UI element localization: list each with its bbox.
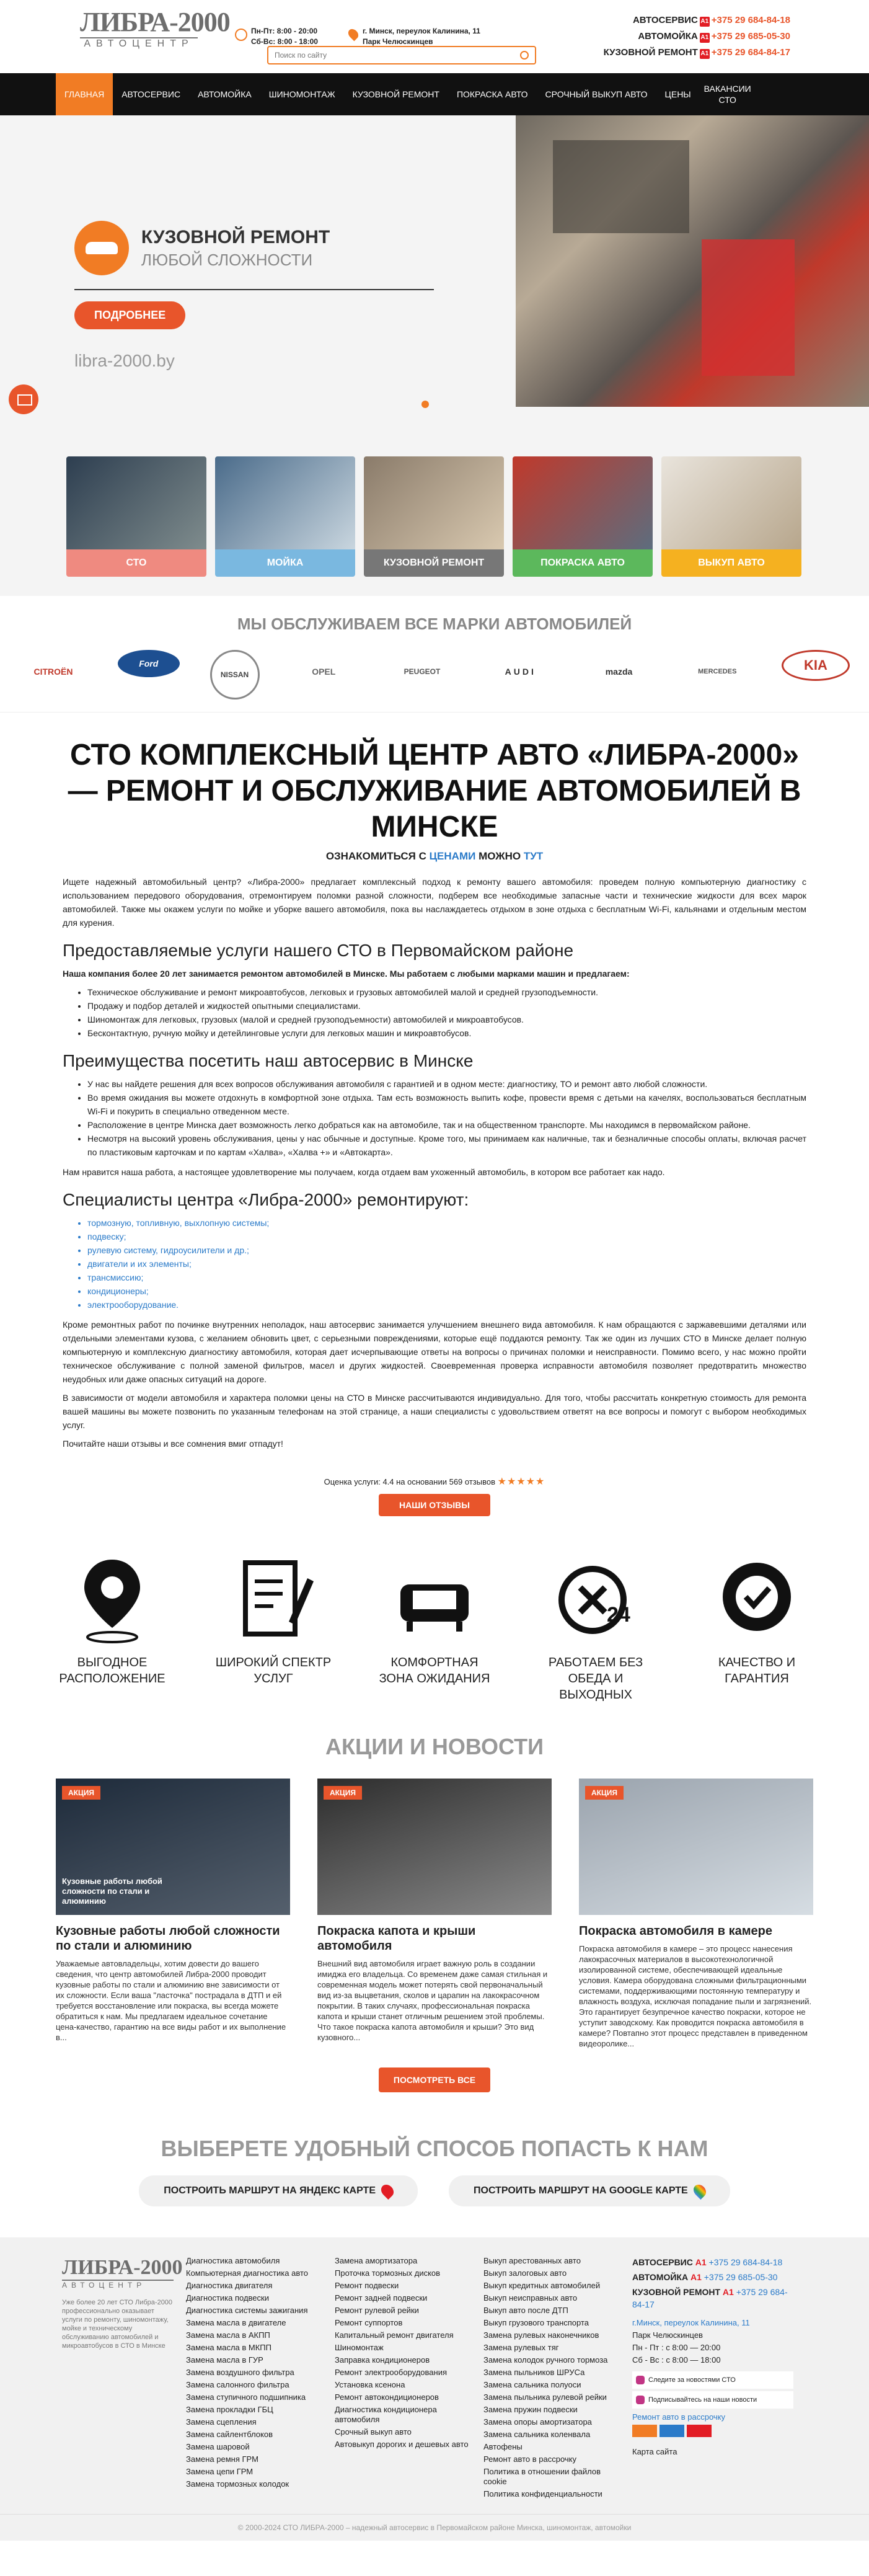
address <box>346 26 489 47</box>
services-lead: Наша компания более 20 лет занимается ремонтом автомобилей в Минске. Мы работаем с любыми марками машин и предлагаем: <box>63 969 630 979</box>
footer-link[interactable]: Политика конфиденциальности <box>483 2489 602 2498</box>
nav-vacancies[interactable]: ВАКАНСИИ СТО <box>704 84 751 105</box>
working-hours <box>235 26 346 47</box>
sitemap-link[interactable]: Карта сайта <box>632 2447 677 2456</box>
phone-number[interactable]: +375 29 685-05-30 <box>704 2272 778 2282</box>
main-nav <box>0 73 869 115</box>
copyright: © 2000-2024 СТО ЛИБРА-2000 – надежный автосервис в Первомайском районе Минска, шиномонтаж, автомойки <box>0 2514 869 2541</box>
a1-icon: A1 <box>722 2287 734 2297</box>
tile-label: МОЙКА <box>215 549 355 577</box>
header <box>0 0 869 73</box>
tile-painting[interactable] <box>513 456 653 577</box>
repairs-list <box>87 1216 806 1312</box>
rating <box>63 1475 806 1488</box>
promo-badge: АКЦИЯ <box>324 1786 362 1800</box>
footer-link[interactable]: Замена цепи ГРМ <box>186 2467 254 2476</box>
list-item: • Техническое обслуживание и ремонт микроавтобусов, легковых и грузовых автомобилей малой и средней грузоподъемности. <box>87 985 806 999</box>
news-image[interactable] <box>579 1779 813 1915</box>
header-phones <box>604 12 790 61</box>
reviews-text: Почитайте наши отзывы и все сомнения вмиг отпадут! <box>63 1439 283 1449</box>
footer-link[interactable]: Замена тормозных колодок <box>186 2479 289 2489</box>
nav-carwash[interactable]: АВТОМОЙКА <box>198 89 252 99</box>
route-section <box>0 2136 869 2206</box>
news-card-text: Внешний вид автомобиля играет важную роль в создании имиджа его владельца. Со временем даже самая стильная и современная модель может потерять свой первоначальный вид из-за выцветания, сколов и царапин на лакокрасочном покрытии. В таких случаях, профессиональная покраска капота и крыши станет отличным решением этой проблемы. Что такое покраска капота автомобиля и крыши? Это вид кузовного... <box>317 1959 548 2042</box>
instagram-icon <box>636 2376 645 2384</box>
promo-badge: АКЦИЯ <box>62 1786 100 1800</box>
news-card[interactable] <box>317 1779 552 2049</box>
feature-quality <box>695 1553 819 1703</box>
nav-prices[interactable]: ЦЕНЫ <box>664 89 691 99</box>
sofa-icon <box>391 1553 478 1646</box>
prices-prefix: ОЗНАКОМИТЬСЯ С <box>325 850 426 862</box>
advantages-list <box>87 1077 806 1159</box>
see-all-button[interactable]: ПОСМОТРЕТЬ ВСЕ <box>379 2067 490 2092</box>
slider-dot[interactable] <box>421 401 429 408</box>
installment-link[interactable]: Ремонт авто в рассрочку <box>632 2412 726 2422</box>
a1-icon: A1 <box>695 2257 707 2267</box>
footer-link[interactable]: Замена колодок ручного тормоза <box>483 2355 608 2365</box>
kia-logo: KIA <box>782 650 850 681</box>
google-pin-icon <box>691 2182 708 2200</box>
page-title: СТО КОМПЛЕКСНЫЙ ЦЕНТР АВТО «ЛИБРА-2000» — РЕМОНТ И ОБСЛУЖИВАНИЕ АВТОМОБИЛЕЙ В МИНСКЕ <box>68 739 801 843</box>
feature-location <box>50 1553 174 1703</box>
hero-content <box>74 221 434 329</box>
brands-title: МЫ ОБСЛУЖИВАЕМ ВСЕ МАРКИ АВТОМОБИЛЕЙ <box>237 615 632 633</box>
hours-weekdays: Пн-Пт: 8:00 - 20:00 <box>251 27 318 35</box>
list-item: • Шиномонтаж для легковых, грузовых (малой и средней грузоподъемности) автомобилей и микроавтобусов. <box>87 1013 806 1026</box>
footer-link[interactable]: Ремонт автокондиционеров <box>335 2392 439 2402</box>
hero-slider <box>0 115 869 444</box>
tile-label: ВЫКУП АВТО <box>661 549 801 577</box>
footer-link[interactable]: Выкуп грузового транспорта <box>483 2318 589 2327</box>
phone-number[interactable]: +375 29 684-84-18 <box>708 2257 783 2267</box>
footer-link[interactable]: Выкуп арестованных авто <box>483 2256 581 2265</box>
repair-item[interactable]: • тормозную, топливную, выхлопную системы; <box>87 1216 806 1230</box>
prices-mid: МОЖНО <box>479 850 521 862</box>
news-card-text: Уважаемые автовладельцы, хотим довести до вашего сведения, что центр автомобилей Либра-2000 проводит кузовные работы по стали и алюминию вне зависимости от их сложности. Если ваша "ласточка" пострадала в ДТП и ей требуется восстановление или покраска, вы всегда можете обратиться к нам. Мы предлагаем идеальное сочетание цена-качество, гарантию на все виды работ и их выполнение в... <box>56 1959 286 2042</box>
footer-link[interactable]: Диагностика системы зажигания <box>186 2306 308 2315</box>
footer-link[interactable]: Автофены <box>483 2442 523 2451</box>
footer-link[interactable]: Выкуп авто после ДТП <box>483 2306 568 2315</box>
footer-link[interactable]: Замена амортизатора <box>335 2256 418 2265</box>
phone-body-repair[interactable] <box>604 45 790 61</box>
hero-image <box>516 115 869 407</box>
a1-icon: A1 <box>690 2272 702 2282</box>
footer-link[interactable]: Замена рулевых тяг <box>483 2343 559 2352</box>
footer-logo-text: ЛИБРА-2000 <box>62 2256 183 2279</box>
repair-item[interactable]: • кондиционеры; <box>87 1284 806 1298</box>
feature-24 <box>534 1553 658 1703</box>
audi-logo: AUDI <box>505 667 536 677</box>
yandex-route-button[interactable] <box>139 2175 418 2206</box>
star-rating-icon: ★★★★★ <box>497 1477 545 1487</box>
footer-link[interactable]: Замена рулевых наконечников <box>483 2330 599 2340</box>
tile-label: ПОКРАСКА АВТО <box>513 549 653 577</box>
tile-sto[interactable] <box>66 456 206 577</box>
advantages-heading: Преимущества посетить наш автосервис в Минске <box>63 1051 474 1070</box>
footer-link[interactable]: Диагностика кондиционера автомобиля <box>335 2405 437 2424</box>
footer-hours-weekdays: Пн - Пт : с 8:00 — 20:00 <box>632 2343 721 2352</box>
footer-link[interactable]: Политика в отношении файлов cookie <box>483 2467 601 2486</box>
peugeot-logo: PEUGEOT <box>404 667 441 676</box>
footer-phone-wash[interactable] <box>632 2271 793 2283</box>
repair-item[interactable]: • трансмиссию; <box>87 1271 806 1284</box>
footer-link[interactable]: Компьютерная диагностика авто <box>186 2268 308 2278</box>
footer-link[interactable]: Автовыкуп дорогих и дешевых авто <box>335 2440 469 2449</box>
service-tiles <box>0 444 869 596</box>
news-section <box>0 1734 869 2092</box>
list-item: • Несмотря на высокий уровень обслуживания, цены у нас обычные и доступные. Кроме того, мы принимаем как наличные, так и безналичные способы оплаты, включая расчет по пластиковым карточкам и по картам «Халва», «Халва +» и «Автокарта». <box>87 1132 806 1159</box>
hero-title: КУЗОВНОЙ РЕМОНТ <box>141 226 330 247</box>
footer-links-col2 <box>335 2256 471 2502</box>
nav-body-repair[interactable]: КУЗОВНОЙ РЕМОНТ <box>352 89 439 99</box>
footer-link[interactable]: Заправка кондиционеров <box>335 2355 430 2365</box>
news-card-title[interactable]: Кузовные работы любой сложности по стали и алюминию <box>56 1924 280 1953</box>
tile-label: СТО <box>66 549 206 577</box>
rating-text: Оценка услуги: 4.4 на основании 569 отзывов <box>324 1477 495 1486</box>
footer-link[interactable]: Замена опоры амортизатора <box>483 2417 592 2427</box>
footer-link[interactable]: Проточка тормозных дисков <box>335 2268 441 2278</box>
nissan-logo: NISSAN <box>210 650 260 700</box>
feature-label: ШИРОКИЙ СПЕКТР УСЛУГ <box>215 1656 332 1686</box>
divider <box>74 289 434 290</box>
phone-label: АВТОМОЙКА <box>638 31 698 42</box>
prices-here-link[interactable]: ТУТ <box>523 850 544 862</box>
footer-links-col1 <box>186 2256 322 2502</box>
tile-wash[interactable] <box>215 456 355 577</box>
search-input[interactable] <box>275 51 520 60</box>
nav-painting[interactable]: ПОКРАСКА АВТО <box>456 89 528 99</box>
phone-label: КУЗОВНОЙ РЕМОНТ <box>603 47 698 58</box>
details-button[interactable]: ПОДРОБНЕЕ <box>74 301 185 329</box>
footer-link[interactable]: Замена пыльника рулевой рейки <box>483 2392 607 2402</box>
ford-logo: Ford <box>118 650 180 677</box>
search-box <box>267 46 536 64</box>
address-street: г. Минск, переулок Калинина, 11 <box>363 27 480 35</box>
brand-logos <box>19 650 850 700</box>
logo-text: ЛИБРА-2000 <box>80 7 230 37</box>
list-item: • Во время ожидания вы можете отдохнуть в комфортной зоне отдыха. Там есть возможность выпить кофе, провести время с детьми на качелях, воспользоваться бесплатным Wi-Fi и покурить в специально отведенном месте. <box>87 1091 806 1118</box>
phone-number[interactable]: +375 29 684-84-17 <box>711 47 790 58</box>
news-image[interactable] <box>56 1779 290 1915</box>
address-landmark: Парк Челюскинцев <box>363 37 433 46</box>
footer-link[interactable]: Диагностика двигателя <box>186 2281 273 2290</box>
list-item: • Продажу и подбор деталей и жидкостей опытными специалистами. <box>87 999 806 1013</box>
footer-link[interactable]: Ремонт подвески <box>335 2281 399 2290</box>
svg-text:24: 24 <box>607 1603 630 1627</box>
features <box>44 1553 825 1703</box>
hours-weekend: Сб-Вс: 8:00 - 18:00 <box>251 37 318 46</box>
feature-waiting <box>373 1553 496 1703</box>
a1-icon: A1 <box>700 17 710 27</box>
social-label: Следите за новостями СТО <box>648 2376 736 2384</box>
footer-link[interactable]: Замена масла в АКПП <box>186 2330 270 2340</box>
route-title: ВЫБЕРЕТЕ УДОБНЫЙ СПОСОБ ПОПАСТЬ К НАМ <box>161 2136 708 2161</box>
footer-phone-service[interactable] <box>632 2256 793 2268</box>
list-item: • Расположение в центре Минска дает возможность легко добраться как на автомобиле, так и на общественном транспорте. Мы находимся в первомайском районе. <box>87 1118 806 1132</box>
footer-link[interactable]: Ремонт электрооборудования <box>335 2368 447 2377</box>
footer-link[interactable]: Замена сальника коленвала <box>483 2430 591 2439</box>
body-text: Кроме ремонтных работ по починке внутренних неполадок, наш автосервис занимается улучшением внешнего вида автомобиля. К нам обращаются с заржавевшими деталями или отдельными элементами кузова, с желанием обновить цвет, с серьезными повреждениями, которые ещё поддаются ремонту. Так же один из лучших СТО в Минске делает полную компьютерную и комплексную диагностику автомобиля, которая дает исчерпывающие ответы на вопросы о причинах поломки и неисправности. Помимо всего, у нас можно пройти техническое обслуживание с полной заменой фильтров, масел и других жидкостей. Своевременная проверка исправности автомобиля позволяет предотвратить множество неудобных или даже опасных ситуаций на дороге. <box>63 1320 806 1384</box>
prices-line <box>63 850 806 863</box>
phone-label: АВТОМОЙКА <box>632 2272 689 2282</box>
instagram-subscribe-link[interactable] <box>632 2391 793 2409</box>
footer-link[interactable]: Замена прокладки ГБЦ <box>186 2405 273 2414</box>
logo[interactable] <box>80 7 230 64</box>
news-card[interactable] <box>56 1779 290 2049</box>
mazda-logo: mazda <box>605 667 633 677</box>
footer-link[interactable]: Замена масла в МКПП <box>186 2343 271 2352</box>
news-image-caption: Кузовные работы любой сложности по стали и алюминию <box>62 1876 162 1906</box>
footer-link[interactable]: Замена шаровой <box>186 2442 250 2451</box>
footer-link[interactable]: Замена масла в ГУР <box>186 2355 263 2365</box>
footer-link[interactable]: Замена сцепления <box>186 2417 257 2427</box>
phone-service[interactable] <box>604 12 790 29</box>
footer-link[interactable]: Замена пружин подвески <box>483 2405 578 2414</box>
citroen-logo: CITROËN <box>33 667 73 677</box>
footer-about: Уже более 20 лет СТО Либра-2000 профессионально оказывает услуги по ремонту, шиномонтажу, мойке и техническому обслуживанию автомобилей и микроавтобусов в СТО в Минске <box>62 2299 173 2350</box>
footer-link[interactable]: Диагностика автомобиля <box>186 2256 280 2265</box>
footer-link[interactable]: Срочный выкуп авто <box>335 2427 412 2436</box>
instagram-icon <box>636 2396 645 2404</box>
footer-links-col3 <box>483 2256 620 2502</box>
nav-home[interactable]: ГЛАВНАЯ <box>56 73 113 115</box>
footer-hours-weekend: Сб - Вс : с 8:00 — 18:00 <box>632 2355 721 2365</box>
mail-icon[interactable] <box>9 384 38 414</box>
intro-text: Ищете надежный автомобильный центр? «Либра-2000» предлагает комплексный подход к ремонту вашего автомобиля: проведем полную компьютерную диагностику с использованием передового оборудования, отремонтируем поломки разной сложности, подберем все необходимые запасные части и технические жидкости для всех марок автомобилей. Также мы окажем услуги по мойке и уборке вашего автомобиля, пока вы наслаждаетесь отдыхом в зоне отдыха с бесплатным Wi-Fi, кальянами и отдельным местом для курения. <box>63 877 806 928</box>
footer-link[interactable]: Ремонт авто в рассрочку <box>483 2454 577 2464</box>
yandex-pin-icon <box>379 2182 396 2200</box>
nav-buyout[interactable]: СРОЧНЫЙ ВЫКУП АВТО <box>545 89 648 99</box>
footer-link[interactable]: Замена воздушного фильтра <box>186 2368 294 2377</box>
clock-icon <box>235 29 247 41</box>
logo-subtext: АВТОЦЕНТР <box>80 37 198 50</box>
feature-services <box>211 1553 335 1703</box>
news-title: АКЦИИ И НОВОСТИ <box>325 1734 544 1759</box>
car-icon <box>74 221 129 275</box>
footer-logo[interactable] <box>62 2256 183 2502</box>
footer-landmark: Парк Челюскинцев <box>632 2330 703 2340</box>
nav-autoservice[interactable]: АВТОСЕРВИС <box>121 89 181 99</box>
repair-item[interactable]: • двигатели и их элементы; <box>87 1257 806 1271</box>
clock-24-icon <box>552 1553 639 1646</box>
payment-cards <box>632 2425 793 2437</box>
footer-contacts <box>632 2256 793 2502</box>
phone-number[interactable]: +375 29 685-05-30 <box>711 31 790 42</box>
footer-link[interactable]: Шиномонтаж <box>335 2343 384 2352</box>
opel-logo: OPEL <box>312 667 336 677</box>
map-pin-icon <box>69 1553 156 1646</box>
footer-link[interactable]: Установка ксенона <box>335 2380 405 2389</box>
footer-link[interactable]: Замена пыльников ШРУСа <box>483 2368 585 2377</box>
news-image[interactable] <box>317 1779 552 1915</box>
feature-label: КОМФОРТНАЯ ЗОНА ОЖИДАНИЯ <box>379 1656 490 1686</box>
services-heading: Предоставляемые услуги нашего СТО в Первомайском районе <box>63 941 574 960</box>
footer-phone-body[interactable] <box>632 2286 793 2311</box>
phone-label: АВТОСЕРВИС <box>632 2257 693 2267</box>
tile-label: КУЗОВНОЙ РЕМОНТ <box>364 549 504 577</box>
nav-tire-service[interactable]: ШИНОМОНТАЖ <box>268 89 335 99</box>
repair-item[interactable]: • подвеску; <box>87 1230 806 1243</box>
brands-section <box>0 596 869 713</box>
footer <box>0 2237 869 2514</box>
footer-address[interactable]: г.Минск, переулок Калинина, 11 <box>632 2318 750 2327</box>
feature-label: РАБОТАЕМ БЕЗ ОБЕДА И ВЫХОДНЫХ <box>548 1656 643 1702</box>
feature-label: ВЫГОДНОЕ РАСПОЛОЖЕНИЕ <box>59 1656 165 1686</box>
main-content <box>63 737 806 1516</box>
tile-buyout[interactable] <box>661 456 801 577</box>
repair-item[interactable]: • электрооборудование. <box>87 1298 806 1312</box>
phone-wash[interactable] <box>604 29 790 45</box>
search-icon[interactable] <box>520 51 529 60</box>
footer-logo-subtext: АВТОЦЕНТР <box>62 2280 174 2290</box>
footer-link[interactable]: Замена ступичного подшипника <box>186 2392 306 2402</box>
document-pen-icon <box>230 1553 317 1646</box>
footer-link[interactable]: Ремонт задней подвески <box>335 2293 428 2303</box>
instagram-link[interactable] <box>632 2371 793 2389</box>
news-card-text: Покраска автомобиля в камере – это процесс нанесения лакокрасочных материалов в высокотехнологичной изолированной системе, обеспечивающей идеальные условия. Камера оборудована сложными фильтрационными системами, поддерживающими постоянную температуру и влажность воздуха, исключая попадание пыли и загрязнений. Это гарантирует безупречное качество покраски, которое не уступит заводскому. Как проводится покраска автомобиля в камере? Повтапно этот процесс представлен в приведенном видеоролике... <box>579 1944 812 2048</box>
yandex-route-label: ПОСТРОИТЬ МАРШРУТ НА ЯНДЕКС КАРТЕ <box>164 2185 376 2196</box>
footer-link[interactable]: Диагностика подвески <box>186 2293 269 2303</box>
phone-number[interactable]: +375 29 684-84-17 <box>632 2287 788 2309</box>
google-route-label: ПОСТРОИТЬ МАРШРУТ НА GOOGLE КАРТЕ <box>474 2185 688 2196</box>
mercedes-logo: MERCEDES <box>698 668 737 675</box>
promo-badge: АКЦИЯ <box>585 1786 624 1800</box>
footer-link[interactable]: Ремонт рулевой рейки <box>335 2306 419 2315</box>
footer-link[interactable]: Замена масла в двигателе <box>186 2318 286 2327</box>
footer-link[interactable]: Замена салонного фильтра <box>186 2380 289 2389</box>
list-item: • Бесконтактную, ручную мойку и детейлинговые услуги для легковых машин и микроавтобусов. <box>87 1026 806 1040</box>
footer-link[interactable]: Замена ремня ГРМ <box>186 2454 258 2464</box>
footer-link[interactable]: Выкуп неисправных авто <box>483 2293 578 2303</box>
footer-link[interactable]: Выкуп кредитных автомобилей <box>483 2281 601 2290</box>
hero-site: libra-2000.by <box>74 351 175 370</box>
specialists-heading: Специалисты центра «Либра-2000» ремонтируют: <box>63 1190 469 1209</box>
list-item: • У нас вы найдете решения для всех вопросов обслуживания автомобиля с гарантией и в одном месте: диагностику, ТО и ремонт авто любой сложности. <box>87 1077 806 1091</box>
news-card[interactable] <box>579 1779 813 2049</box>
services-list <box>87 985 806 1040</box>
news-card-title[interactable]: Покраска автомобиля в камере <box>579 1924 772 1938</box>
tile-body-repair[interactable] <box>364 456 504 577</box>
google-route-button[interactable] <box>449 2175 730 2206</box>
like-text: Нам нравится наша работа, а настоящее удовлетворение мы получаем, когда отдаем вам ухоженный автомобиль, в котором все работает как надо. <box>63 1167 665 1177</box>
social-label: Подписывайтесь на наши новости <box>648 2396 757 2404</box>
reviews-button[interactable]: НАШИ ОТЗЫВЫ <box>379 1494 490 1516</box>
footer-link[interactable]: Замена сальника полуоси <box>483 2380 581 2389</box>
footer-link[interactable]: Ремонт суппортов <box>335 2318 403 2327</box>
a1-icon: A1 <box>700 33 710 43</box>
news-card-title[interactable]: Покраска капота и крыши автомобиля <box>317 1924 476 1953</box>
price-text: В зависимости от модели автомобиля и характера поломки цены на СТО в Минске рассчитываются индивидуально. Для того, чтобы рассчитать конкретную стоимость для ремонта вашей машины вы можете позвонить по указанным телефонам на этой странице, а наши специалисты с удовольствием ответят на все вопросы и помогут с выбором необходимых услуг. <box>63 1393 806 1430</box>
a1-icon: A1 <box>700 49 710 59</box>
feature-label: КАЧЕСТВО И ГАРАНТИЯ <box>718 1656 796 1686</box>
footer-link[interactable]: Замена сайлентблоков <box>186 2430 273 2439</box>
hero-subtitle: ЛЮБОЙ СЛОЖНОСТИ <box>141 250 313 269</box>
phone-number[interactable]: +375 29 684-84-18 <box>711 15 790 25</box>
prices-link[interactable]: ЦЕНАМИ <box>429 850 476 862</box>
footer-link[interactable]: Капитальный ремонт двигателя <box>335 2330 454 2340</box>
quality-badge-icon <box>713 1553 800 1646</box>
phone-label: КУЗОВНОЙ РЕМОНТ <box>632 2287 721 2297</box>
repair-item[interactable]: • рулевую систему, гидроусилители и др.; <box>87 1243 806 1257</box>
location-pin-icon <box>346 27 361 42</box>
phone-label: АВТОСЕРВИС <box>632 15 698 25</box>
footer-link[interactable]: Выкуп залоговых авто <box>483 2268 567 2278</box>
